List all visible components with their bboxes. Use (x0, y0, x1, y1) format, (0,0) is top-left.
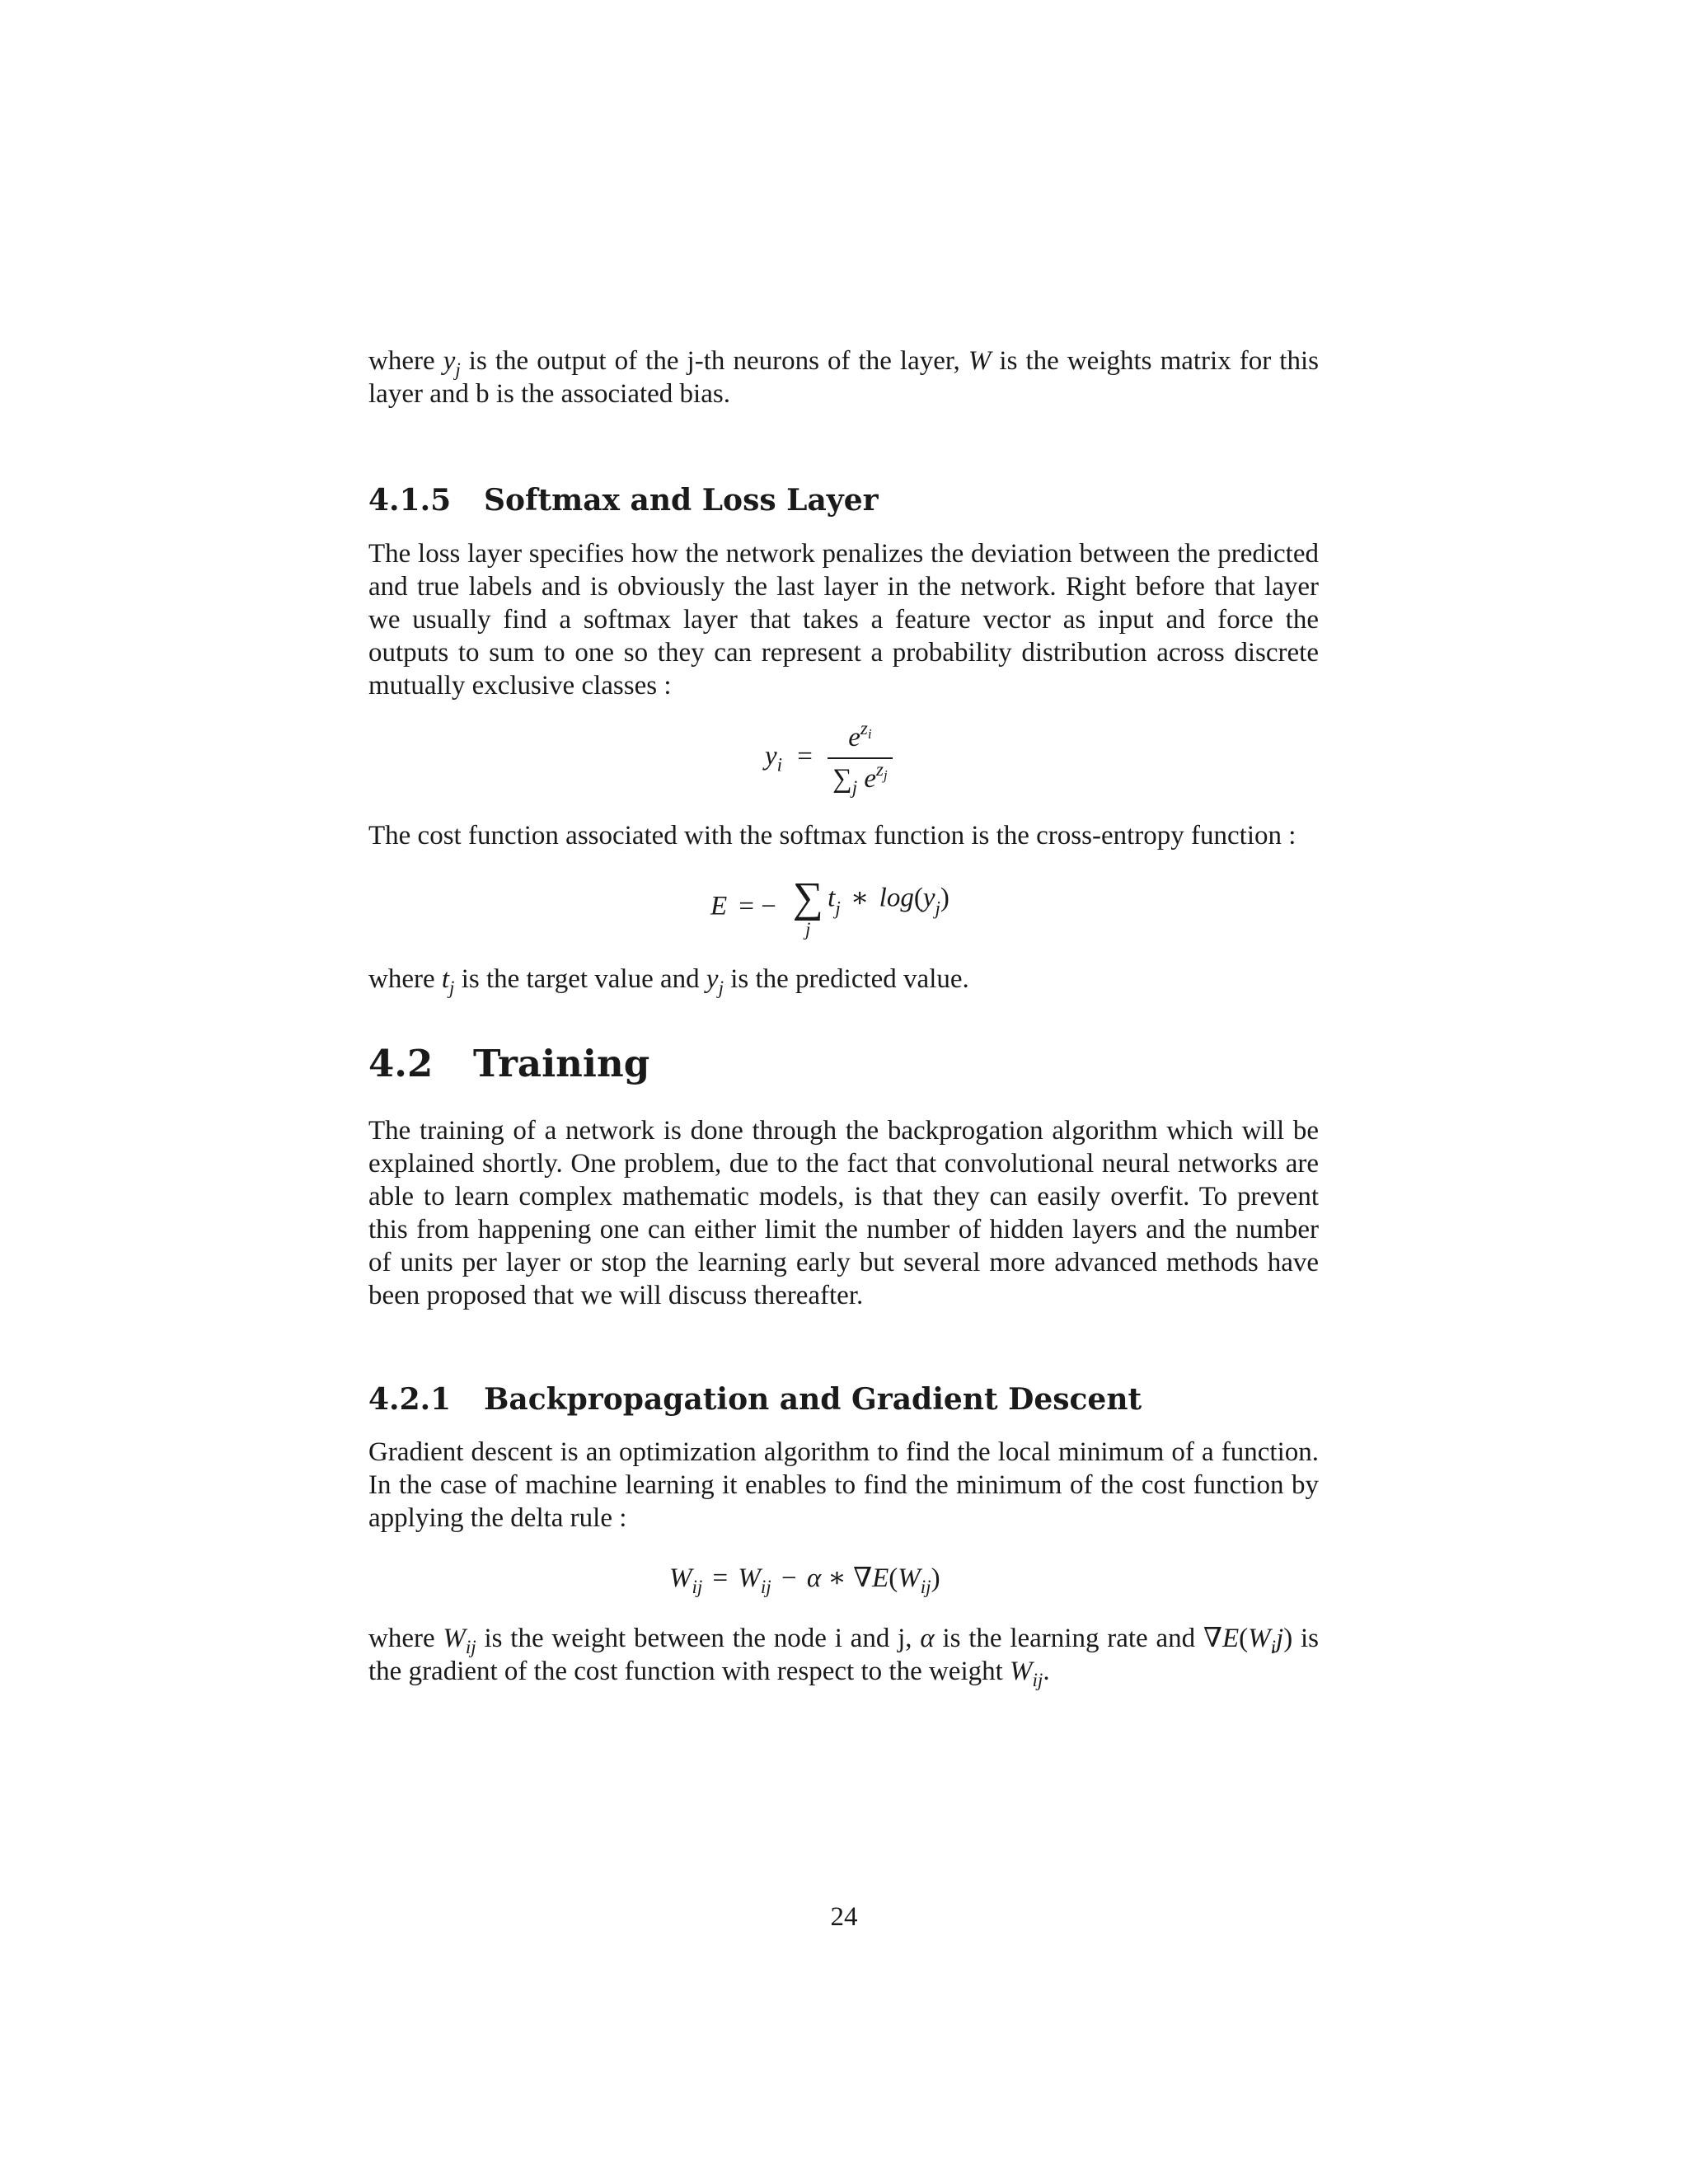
subsection-title: Softmax and Loss Layer (484, 483, 879, 518)
exponent (860, 718, 872, 742)
exponent (876, 759, 888, 783)
text-span: is the output of the j-th neurons of the layer, (460, 346, 968, 376)
intro-paragraph (368, 344, 1319, 410)
section-number: 4.2 (368, 1042, 434, 1085)
math-subscript: i (1270, 1637, 1277, 1657)
target-value-note (368, 963, 1319, 996)
equals-minus: = − (738, 891, 776, 921)
nabla-symbol: ∇ (853, 1563, 873, 1593)
equals-sign: = (712, 1563, 729, 1593)
summation (788, 874, 828, 940)
subsection-number: 4.1.5 (368, 483, 452, 518)
softmax-fraction (828, 718, 893, 798)
page-number: 24 (830, 1902, 858, 1932)
paragraph-weight-definition (368, 1622, 1319, 1688)
text-span: is the weights matrix for this layer and b is the associated bias. (368, 346, 1319, 409)
equation-cross-entropy (710, 874, 950, 940)
math-W: W (898, 1563, 921, 1593)
math-e: e (864, 764, 876, 794)
math-subscript: ij (1032, 1670, 1043, 1690)
loss-layer-section (368, 537, 1319, 702)
subsection-number: 4.2.1 (368, 1382, 452, 1417)
math-z: z (876, 759, 884, 780)
math-y: y (922, 883, 935, 913)
math-log: log (879, 883, 914, 913)
text-span: is the learning rate and (934, 1624, 1203, 1653)
fraction-numerator (828, 718, 893, 759)
text-span: where (368, 964, 442, 994)
paragraph-gradient-descent: Gradient descent is an optimization algorithm to find the local minimum of a function. In the case of machine learning it enables to find the minimum of the cost function by applying the delta rule : (368, 1437, 1319, 1533)
math-subscript: i (867, 726, 872, 742)
equation-softmax (765, 718, 893, 798)
nabla-symbol: ∇ (1203, 1624, 1222, 1653)
text-span: is the weight between the node i and j, (476, 1624, 921, 1653)
math-alpha: α (806, 1563, 822, 1593)
math-subscript: j (883, 767, 888, 783)
paren-close: ) (1283, 1624, 1293, 1653)
paren-open: ( (913, 883, 923, 913)
text-span: is the gradient of the cost function with respect to the weight (368, 1624, 1319, 1686)
equals-sign: = (797, 741, 813, 771)
math-subscript: ij (920, 1577, 931, 1597)
math-z: z (860, 718, 868, 738)
math-W: W (443, 1624, 466, 1653)
math-y: y (706, 964, 719, 994)
math-y: y (765, 741, 777, 771)
paragraph-bias-explanation (368, 344, 1319, 410)
math-subscript: j (835, 898, 841, 919)
times-sign: ∗ (828, 1563, 846, 1593)
paragraph-target-predicted (368, 963, 1319, 996)
math-W: W (669, 1563, 692, 1593)
math-E: E (1221, 1624, 1240, 1653)
math-W: W (1248, 1624, 1271, 1653)
equation-delta-rule (669, 1562, 940, 1595)
sum-index: j (804, 919, 811, 940)
math-W: W (968, 346, 992, 376)
paren-open: ( (889, 1563, 898, 1593)
section-heading-training (368, 1042, 649, 1086)
math-e: e (848, 723, 860, 752)
math-subscript: j (851, 777, 858, 798)
subsection-heading-softmax (368, 482, 879, 518)
gradient-section (368, 1436, 1319, 1535)
math-subscript: j (935, 898, 940, 919)
paragraph-cost-function: The cost function associated with the softmax function is the cross-entropy function : (368, 821, 1296, 851)
text-span: where (368, 1624, 443, 1653)
paren-open: ( (1239, 1624, 1249, 1653)
math-t: t (828, 883, 836, 913)
math-W: W (738, 1563, 761, 1593)
math-E: E (710, 891, 728, 921)
math-E: E (872, 1563, 889, 1593)
section-title: Training (473, 1042, 650, 1085)
math-subscript: j (718, 977, 724, 998)
math-subscript: j (449, 977, 455, 998)
math-alpha: α (920, 1624, 935, 1653)
sum-symbol: ∑ (832, 764, 852, 794)
paren-close: ) (931, 1563, 940, 1593)
minus-sign: − (781, 1563, 797, 1593)
math-y: y (443, 346, 456, 376)
training-section (368, 1114, 1319, 1312)
math-j: j (1276, 1624, 1284, 1653)
cost-function-section (368, 819, 1319, 852)
text-span: is the target value and (454, 964, 706, 994)
sum-symbol: ∑ (792, 874, 823, 921)
paragraph-loss-layer: The loss layer specifies how the network penalizes the deviation between the predicted and true labels and is obviously the last layer in the network. Right before that layer we usually find a softmax layer that takes a feature vector as input and force the outputs to sum to one so they can represent a probability distribution across discrete mutually exclusive classes : (368, 539, 1319, 701)
math-t: t (441, 964, 450, 994)
paren-close: ) (940, 883, 950, 913)
times-sign: ∗ (850, 883, 870, 913)
text-span: is the predicted value. (723, 964, 969, 994)
math-subscript: ij (692, 1577, 703, 1597)
subsection-title: Backpropagation and Gradient Descent (484, 1382, 1142, 1417)
text-span: . (1043, 1657, 1050, 1686)
paragraph-training: The training of a network is done through the backprogation algorithm which will be explained shortly. One problem, due to the fact that convolutional neural networks are able to learn complex mathematic models, is that they can easily overfit. To prevent this from happening one can either limit the number of hidden layers and the number of units per layer or stop the learning early but several more advanced methods have been proposed that we will discuss thereafter. (368, 1116, 1319, 1310)
fraction-denominator (828, 759, 893, 798)
math-subscript: j (455, 359, 461, 380)
weight-definition-note (368, 1622, 1319, 1688)
math-subscript: ij (465, 1637, 476, 1657)
math-W: W (1010, 1657, 1033, 1686)
math-subscript: ij (760, 1577, 771, 1597)
text-span: where (368, 346, 443, 376)
subsection-heading-backprop (368, 1381, 1142, 1418)
math-subscript: i (776, 754, 783, 776)
